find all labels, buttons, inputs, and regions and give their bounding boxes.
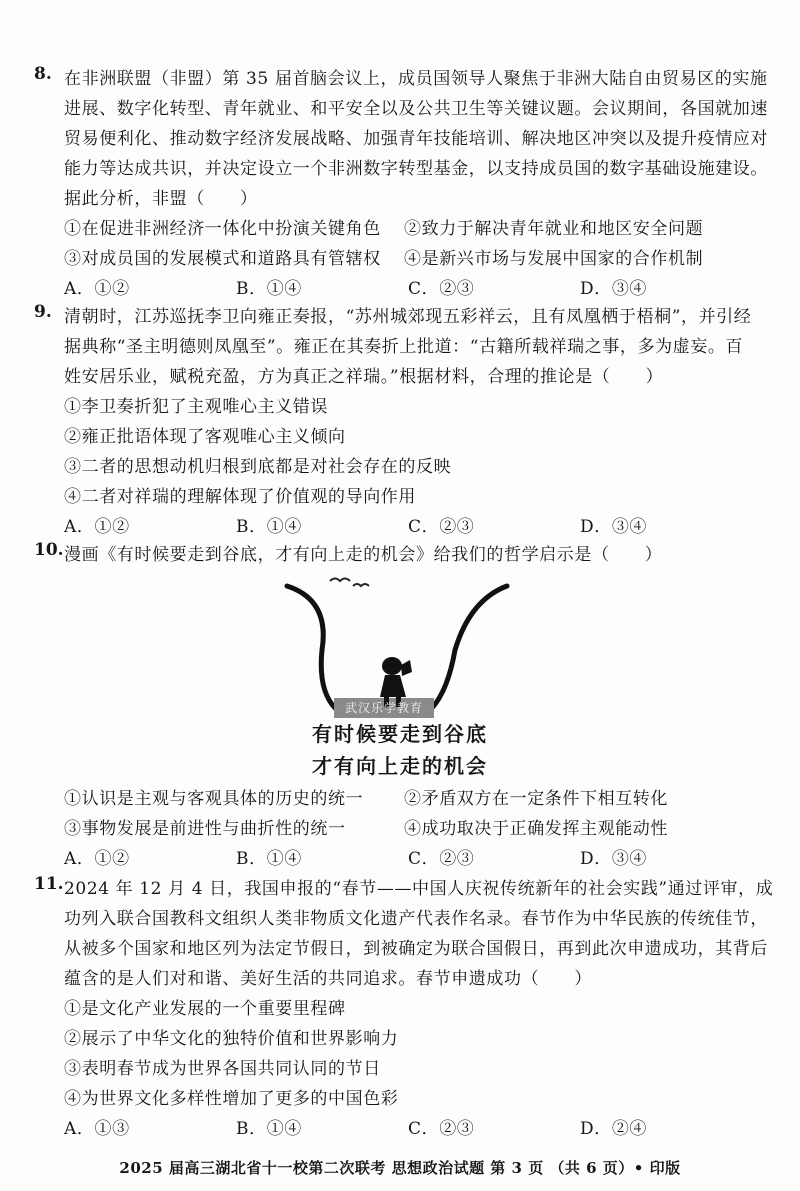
statement-option: ②矛盾双方在一定条件下相互转化 [404,789,668,809]
question-stem-line: 能力等达成共识，并决定设立一个非洲数字转型基金，以支持成员国的数字基础设施建设。 [64,159,768,179]
birds-icon [330,579,369,587]
question-stem-line: 从被多个国家和地区列为法定节假日，到被确定为联合国假日，再到此次申遗成功，其背后 [64,939,768,959]
caption-line: 才有向上走的机会 [312,754,488,778]
choice-d: D．③④ [580,849,648,869]
choice-c: C．②③ [408,849,475,869]
question-stem-line: 据此分析，非盟（ ） [64,189,258,209]
choice-c: C．②③ [408,1119,475,1139]
question-stem-line: 贸易便利化、推动数字经济发展战略、加强青年技能培训、解决地区冲突以及提升疫情应对 [64,129,768,149]
choice-a: A．①② [64,279,130,299]
statement-option: ③事物发展是前进性与曲折性的统一 [64,819,346,839]
question-stem-line: 2024 年 12 月 4 日，我国申报的“春节——中国人庆祝传统新年的社会实践”通过评审，成 [64,879,774,899]
statement-option: ②雍正批语体现了客观唯心主义倾向 [64,427,346,447]
question-number: 9. [34,302,52,322]
statement-option: ②致力于解决青年就业和地区安全问题 [404,219,704,239]
question-stem-line: 据典称“圣主明德则凤凰至”。雍正在其奏折上批道：“古籍所载祥瑞之事，多为虚妄。百 [64,337,744,357]
question-11 [34,874,774,1144]
answer-choices [64,844,774,874]
choice-b: B．①④ [236,849,302,869]
statement-options [64,784,774,844]
choice-d: D．②④ [580,1119,648,1139]
statement-option: ①李卫奏折犯了主观唯心主义错误 [64,397,328,417]
choice-a: A．①② [64,517,130,537]
cartoon-caption [0,718,800,782]
statement-option: ③表明春节成为世界各国共同认同的节日 [64,1059,381,1079]
question-stem-line: 在非洲联盟（非盟）第 35 届首脑会议上，成员国领导人聚焦于非洲大陆自由贸易区的实施 [64,69,768,89]
choice-d: D．③④ [580,517,648,537]
question-stem-line: 清朝时，江苏巡抚李卫向雍正奏报，“苏州城郊现五彩祥云，且有凤凰栖于梧桐”，并引经 [64,307,752,327]
choice-c: C．②③ [408,517,475,537]
statement-option: ①在促进非洲经济一体化中扮演关键角色 [64,219,381,239]
cartoon-watermark: 武汉乐学教育 [344,701,424,715]
page-footer: 2025 届高三湖北省十一校第二次联考 思想政治试题 第 3 页 （共 6 页）• 印版 [119,1159,681,1177]
question-stem-line: 漫画《有时候要走到谷底，才有向上走的机会》给我们的哲学启示是（ ） [64,545,663,565]
question-number: 10. [34,540,64,560]
question-stem-line: 进展、数字化转型、青年就业、和平安全以及公共卫生等关键议题。会议期间，各国就加速 [64,99,768,119]
choice-d: D．③④ [580,279,648,299]
answer-choices [64,1114,774,1144]
caption-line: 有时候要走到谷底 [312,722,488,746]
choice-a: A．①② [64,849,130,869]
statement-option: ①认识是主观与客观具体的历史的统一 [64,789,364,809]
choice-a: A．①③ [64,1119,130,1139]
statement-option: ①是文化产业发展的一个重要里程碑 [64,999,346,1019]
choice-b: B．①④ [236,1119,302,1139]
question-stem-line: 姓安居乐业，赋税充盈，方为真正之祥瑞。”根据材料，合理的推论是（ ） [64,367,664,387]
statement-option: ④成功取决于正确发挥主观能动性 [404,819,668,839]
statement-option: ④二者对祥瑞的理解体现了价值观的导向作用 [64,487,416,507]
choice-b: B．①④ [236,517,302,537]
choice-c: C．②③ [408,279,475,299]
question-10-options [34,784,774,874]
question-number: 11. [34,874,64,894]
statement-option: ④为世界文化多样性增加了更多的中国色彩 [64,1089,399,1109]
statement-option: ②展示了中华文化的独特价值和世界影响力 [64,1029,399,1049]
statement-option: ③对成员国的发展模式和道路具有管辖权 [64,249,381,269]
statement-option: ③二者的思想动机归根到底都是对社会存在的反映 [64,457,452,477]
statement-option: ④是新兴市场与发展中国家的合作机制 [404,249,704,269]
question-stem-line: 蕴含的是人们对和谐、美好生活的共同追求。春节申遗成功（ ） [64,969,592,989]
question-number: 8. [34,64,52,84]
choice-b: B．①④ [236,279,302,299]
question-stem-line: 功列入联合国教科文组织人类非物质文化遗产代表作名录。春节作为中华民族的传统佳节， [64,909,768,929]
